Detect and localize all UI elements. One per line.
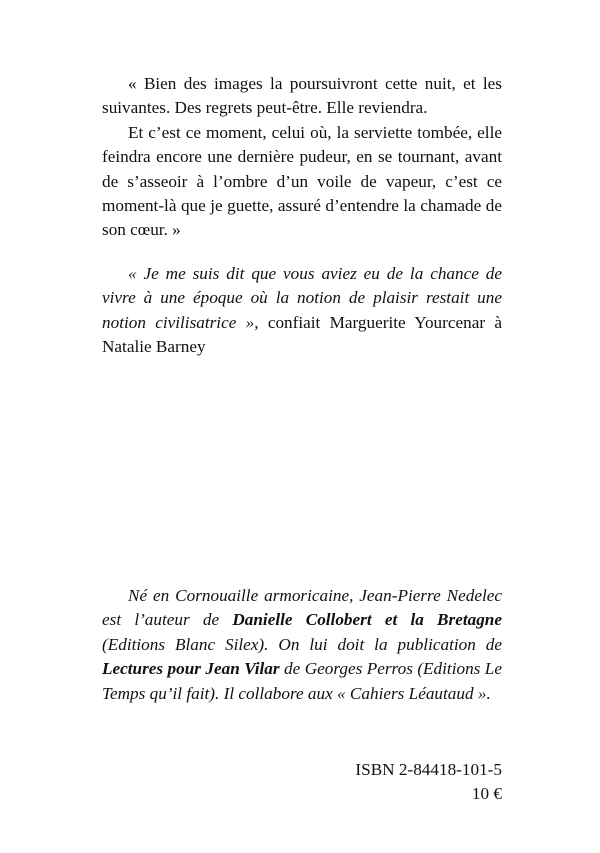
excerpt-quote [102, 72, 502, 243]
bio-text-1: Né en Cornouaille armoricaine, Jean-Pierre Nedelec est l’auteur de [102, 586, 502, 630]
bio-text-3: de Georges Perros (Editions Le Temps qu’il fait). Il collabore aux « Cahiers Léautaud ». [102, 659, 502, 703]
yourcenar-quote [102, 262, 502, 360]
bio-text-2: (Editions Blanc Silex). On lui doit la publication de [102, 634, 502, 654]
bio-book-title-2: Lectures pour Jean Vilar [102, 659, 280, 679]
yourcenar-attribution: , confiait Marguerite Yourcenar à Natalie Barney [102, 312, 502, 357]
author-bio-paragraph [102, 584, 502, 706]
isbn-number: ISBN 2-84418-101-5 [355, 760, 502, 779]
author-bio [102, 584, 502, 706]
yourcenar-paragraph [102, 262, 502, 360]
excerpt-paragraph-2: Et c’est ce moment, celui où, la serviette tombée, elle feindra encore une dernière pudeur, en se tournant, avant de s’asseoir à l’ombre d’un voile de vapeur, c’est ce moment-là que je guette, assuré d’entendre la chamade de son cœur. » [102, 122, 502, 240]
price-label: 10 € [471, 784, 502, 803]
yourcenar-quote-text: « Je me suis dit que vous aviez eu de la chance de vivre à une époque où la notion de plaisir restait une notion civilisatrice » [102, 264, 502, 332]
excerpt-paragraph-1: « Bien des images la poursuivront cette nuit, et les suivantes. Des regrets peut-être. Elle reviendra. [102, 74, 502, 118]
bio-book-title-1: Danielle Collobert et la Bretagne [232, 610, 502, 630]
